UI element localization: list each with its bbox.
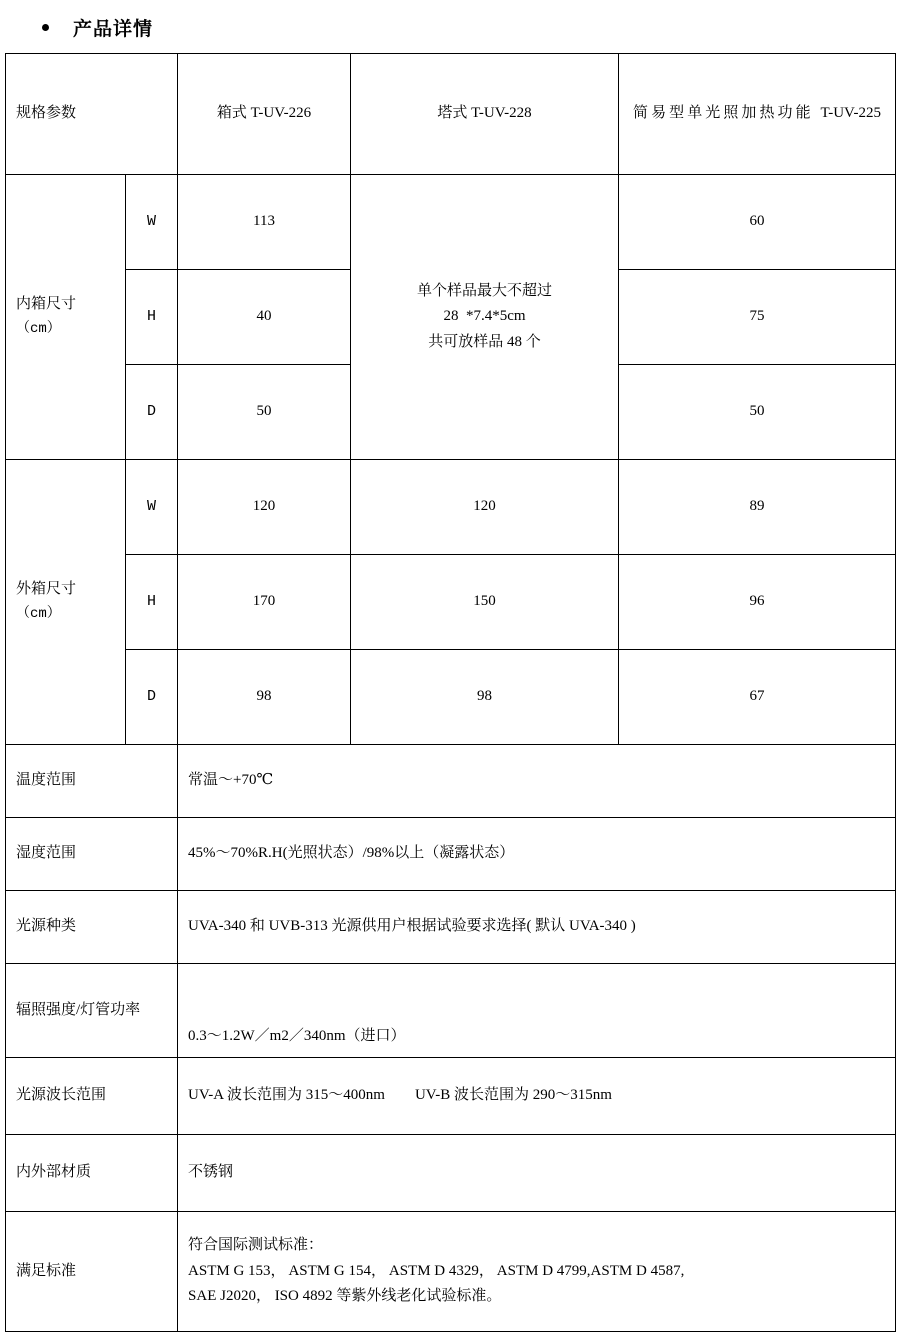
outer-box-d: 98 [178, 650, 351, 745]
table-row [6, 650, 896, 745]
inner-simple-w: 60 [619, 175, 896, 270]
outer-tower-w: 120 [351, 460, 619, 555]
tower-note-line3: 共可放样品 48 个 [428, 333, 541, 350]
header-col-tower: 塔式 T-UV-228 [351, 54, 619, 175]
spec-label-irradiance: 辐照强度/灯管功率 [6, 964, 178, 1058]
spec-label-temperature: 温度范围 [6, 745, 178, 818]
table-row [6, 175, 896, 270]
inner-simple-d: 50 [619, 365, 896, 460]
spec-label-humidity: 湿度范围 [6, 818, 178, 891]
table-row [6, 818, 896, 891]
inner-size-label-line1: 内箱尺寸 [16, 296, 77, 313]
spec-label-material: 内外部材质 [6, 1135, 178, 1212]
table-header-row [6, 54, 896, 175]
outer-tower-h: 150 [351, 555, 619, 650]
outer-size-label-line1: 外箱尺寸 [16, 581, 77, 598]
outer-dim-h: H [126, 555, 178, 650]
spec-label-wavelength: 光源波长范围 [6, 1058, 178, 1135]
page-title [0, 0, 900, 53]
specification-table [5, 53, 896, 1332]
inner-simple-h: 75 [619, 270, 896, 365]
spec-label-lamp-type: 光源种类 [6, 891, 178, 964]
tower-note-line2: 28 *7.4*5cm [443, 308, 526, 325]
outer-size-label [6, 460, 126, 745]
inner-size-label [6, 175, 126, 460]
outer-tower-d: 98 [351, 650, 619, 745]
header-param-label: 规格参数 [6, 54, 178, 175]
inner-box-h: 40 [178, 270, 351, 365]
inner-box-d: 50 [178, 365, 351, 460]
table-row [6, 964, 896, 1058]
spec-value-material: 不锈钢 [178, 1135, 896, 1212]
header-col-simple: 简易型单光照加热功能 T-UV-225 [619, 54, 896, 175]
inner-dim-d: D [126, 365, 178, 460]
page-title-text: 产品详情 [73, 19, 154, 40]
inner-dim-w: W [126, 175, 178, 270]
table-row [6, 1058, 896, 1135]
spec-value-wavelength: UV-A 波长范围为 315～400nm UV-B 波长范围为 290～315nm [178, 1058, 896, 1135]
table-row [6, 460, 896, 555]
table-row [6, 891, 896, 964]
outer-box-w: 120 [178, 460, 351, 555]
table-row [6, 1212, 896, 1332]
inner-dim-h: H [126, 270, 178, 365]
outer-dim-d: D [126, 650, 178, 745]
spec-label-standards: 满足标准 [6, 1212, 178, 1332]
outer-dim-w: W [126, 460, 178, 555]
spec-value-humidity: 45%～70%R.H(光照状态）/98%以上（凝露状态） [178, 818, 896, 891]
outer-size-label-line2: （cm） [16, 605, 61, 622]
spec-value-irradiance: 0.3～1.2W／m2／340nm（进口） [178, 964, 896, 1058]
inner-box-w: 113 [178, 175, 351, 270]
inner-size-label-line2: （cm） [16, 320, 61, 337]
header-col-box: 箱式 T-UV-226 [178, 54, 351, 175]
spec-value-standards [178, 1212, 896, 1332]
outer-simple-h: 96 [619, 555, 896, 650]
bullet-icon [42, 24, 49, 31]
table-row [6, 1135, 896, 1212]
table-row [6, 555, 896, 650]
standards-line-3: SAE J2020， ISO 4892 等紫外线老化试验标准。 [188, 1288, 502, 1305]
tower-sample-note [351, 175, 619, 460]
outer-simple-w: 89 [619, 460, 896, 555]
tower-note-line1: 单个样品最大不超过 [417, 282, 553, 299]
table-row [6, 745, 896, 818]
standards-line-2: ASTM G 153， ASTM G 154， ASTM D 4329， ASTM D 4799,ASTM D 4587, [188, 1262, 685, 1279]
spec-value-temperature: 常温～+70℃ [178, 745, 896, 818]
spec-value-lamp-type: UVA-340 和 UVB-313 光源供用户根据试验要求选择( 默认 UVA-340 ) [178, 891, 896, 964]
outer-simple-d: 67 [619, 650, 896, 745]
standards-line-1: 符合国际测试标准： [188, 1237, 324, 1254]
outer-box-h: 170 [178, 555, 351, 650]
